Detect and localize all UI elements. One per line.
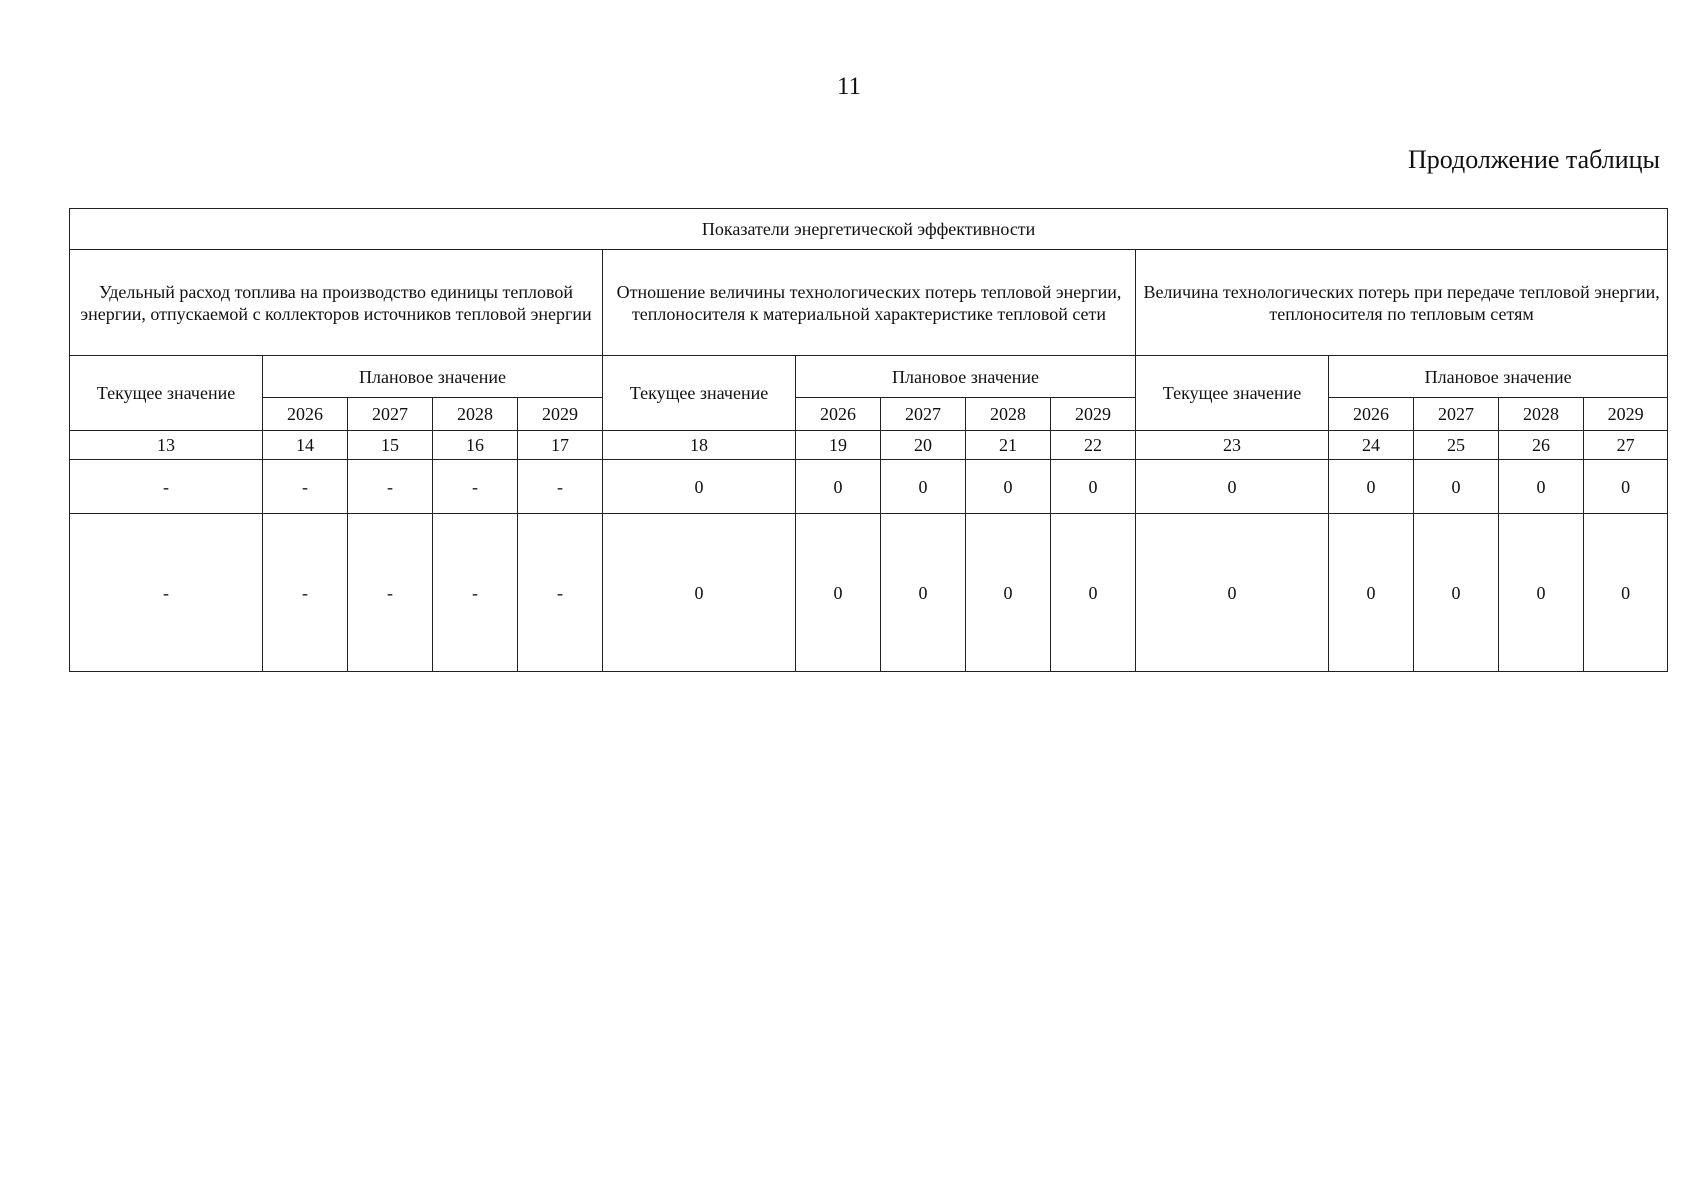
table-cell: 0	[796, 514, 881, 672]
table-cell: 0	[1584, 514, 1668, 672]
column-number: 15	[348, 431, 433, 460]
year-header: 2026	[1329, 398, 1414, 431]
year-header: 2026	[796, 398, 881, 431]
year-header: 2029	[518, 398, 603, 431]
column-number: 27	[1584, 431, 1668, 460]
table-cell: 0	[1329, 514, 1414, 672]
table-cell: -	[433, 514, 518, 672]
column-number: 25	[1414, 431, 1499, 460]
table-cell: 0	[881, 514, 966, 672]
year-header: 2028	[433, 398, 518, 431]
group-header-transmission-losses: Величина технологических потерь при передаче тепловой энергии, теплоносителя по тепловым сетям	[1136, 250, 1668, 356]
year-header: 2027	[348, 398, 433, 431]
table-cell: 0	[603, 460, 796, 514]
table-cell: -	[348, 514, 433, 672]
year-header: 2029	[1051, 398, 1136, 431]
current-value-header: Текущее значение	[1136, 356, 1329, 431]
column-number: 22	[1051, 431, 1136, 460]
table-cell: 0	[1329, 460, 1414, 514]
year-header: 2026	[263, 398, 348, 431]
table-cell: 0	[1136, 460, 1329, 514]
column-number: 14	[263, 431, 348, 460]
table-cell: 0	[603, 514, 796, 672]
year-header: 2028	[966, 398, 1051, 431]
table-cell: 0	[1499, 460, 1584, 514]
table-cell: 0	[1051, 514, 1136, 672]
column-number: 17	[518, 431, 603, 460]
current-value-header: Текущее значение	[603, 356, 796, 431]
table-cell: 0	[1414, 460, 1499, 514]
continuation-label: Продолжение таблицы	[1408, 145, 1660, 174]
table-cell: -	[263, 460, 348, 514]
table-cell: -	[518, 460, 603, 514]
column-number: 21	[966, 431, 1051, 460]
table-cell: 0	[1051, 460, 1136, 514]
table-cell: -	[348, 460, 433, 514]
table-cell: -	[433, 460, 518, 514]
table-row	[70, 514, 1668, 672]
column-number: 18	[603, 431, 796, 460]
table-cell: -	[263, 514, 348, 672]
energy-efficiency-table	[69, 208, 1668, 672]
year-header: 2029	[1584, 398, 1668, 431]
page-number: 11	[836, 73, 862, 100]
column-number: 24	[1329, 431, 1414, 460]
table-cell: 0	[1499, 514, 1584, 672]
table-cell: -	[70, 514, 263, 672]
table-cell: 0	[966, 460, 1051, 514]
table-cell: 0	[796, 460, 881, 514]
table-cell: 0	[966, 514, 1051, 672]
column-number: 20	[881, 431, 966, 460]
year-header: 2028	[1499, 398, 1584, 431]
table-cell: 0	[1584, 460, 1668, 514]
year-header: 2027	[1414, 398, 1499, 431]
column-number: 23	[1136, 431, 1329, 460]
column-number-row	[70, 431, 1668, 460]
planned-value-header: Плановое значение	[263, 356, 603, 398]
table-cell: 0	[881, 460, 966, 514]
table-cell: -	[518, 514, 603, 672]
column-number: 19	[796, 431, 881, 460]
column-number: 26	[1499, 431, 1584, 460]
year-header: 2027	[881, 398, 966, 431]
table-cell: -	[70, 460, 263, 514]
column-number: 16	[433, 431, 518, 460]
table-top-header: Показатели энергетической эффективности	[70, 209, 1668, 250]
group-header-loss-ratio: Отношение величины технологических потерь тепловой энергии, теплоносителя к материальной характеристике тепловой сети	[603, 250, 1136, 356]
table-cell: 0	[1136, 514, 1329, 672]
column-number: 13	[70, 431, 263, 460]
group-header-fuel-consumption: Удельный расход топлива на производство единицы тепловой энергии, отпускаемой с коллекторов источников тепловой энергии	[70, 250, 603, 356]
planned-value-header: Плановое значение	[1329, 356, 1668, 398]
planned-value-header: Плановое значение	[796, 356, 1136, 398]
current-value-header: Текущее значение	[70, 356, 263, 431]
table-cell: 0	[1414, 514, 1499, 672]
table-row	[70, 460, 1668, 514]
